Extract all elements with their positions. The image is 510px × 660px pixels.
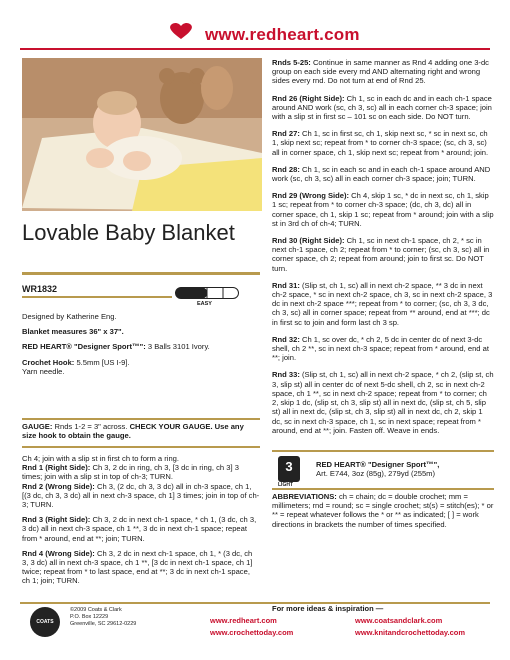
designer: Designed by Katherine Eng. bbox=[22, 312, 117, 321]
gauge-divider-bottom bbox=[22, 446, 260, 448]
yarn-box bbox=[272, 452, 494, 488]
gauge-section: GAUGE: Rnds 1-2 = 3" across. CHECK YOUR GAUGE. Use any size hook to obtain the gauge. bbox=[22, 422, 244, 441]
footer-divider bbox=[20, 602, 490, 604]
rnd-28: Rnd 28: Ch 1, sc in each sc and in each ch-1 space around AND work (sc, ch 3, sc) all in each corner ch-3 space; join; TURN. bbox=[272, 164, 491, 184]
page-title: Lovable Baby Blanket bbox=[22, 220, 235, 245]
rnd-3: Rnd 3 (Right Side): Ch 3, 2 dc in next ch-1 space, * ch 1, (3 dc, ch 3, 3 dc) all in next ch-3 space, ch 1 **, 3 dc in next ch-1 space; repeat from * around, end at **; join; TURN. bbox=[22, 515, 257, 543]
baby-blanket-photo bbox=[22, 58, 262, 211]
copyright: ©2009 Coats & Clark P.O. Box 12229 Greenville, SC 29612-0229 bbox=[70, 607, 137, 627]
measurements: Blanket measures 36" x 37". bbox=[22, 327, 124, 337]
yarn-description: RED HEART® "Designer Sport™", Art. E744, 3oz (85g), 279yd (255m) bbox=[316, 460, 440, 478]
gauge-divider-top bbox=[22, 418, 260, 420]
skill-level-icon bbox=[175, 287, 239, 299]
title-divider bbox=[22, 272, 260, 275]
link-redheart[interactable]: www.redheart.com bbox=[210, 616, 277, 625]
yarn-weight-icon: 3 bbox=[278, 456, 300, 482]
rnd-32: Rnd 32: Ch 1, sc over dc, * ch 2, 5 dc in center dc of next 3-dc shell, ch 2 **, sc in next ch-3 space; repeat from * around, end at **; join. bbox=[272, 334, 489, 363]
link-crochettoday[interactable]: www.crochettoday.com bbox=[210, 628, 294, 637]
abbreviations: ABBREVIATIONS: ch = chain; dc = double crochet; mm = millimeters; rnd = round; sc = single crochet; st(s) = stitch(es); * or ** = repeat whatever follows the * or ** as indicated; [ ] = work directions in brackets the number of times specified. bbox=[272, 492, 494, 529]
skill-level-label: EASY bbox=[197, 301, 212, 307]
yarn-divider-bottom bbox=[272, 488, 494, 490]
pattern-divider bbox=[22, 296, 172, 298]
site-url[interactable]: www.redheart.com bbox=[205, 25, 360, 44]
rnd-4: Rnd 4 (Wrong Side): Ch 3, 2 dc in next ch-1 space, ch 1, * (3 dc, ch 3, 3 dc) all in next ch-3 space, ch 1 **, [3 dc in next ch-1 space, ch 1] twice; repeat from * to last space, end at **; 3 dc in next ch-1 space, ch 1; join; TURN. bbox=[22, 548, 253, 586]
page-header bbox=[0, 0, 510, 50]
header-divider bbox=[20, 48, 490, 50]
yarn-info: RED HEART® "Designer Sport™": 3 Balls 3101 Ivory. bbox=[22, 342, 210, 352]
rnd-31: Rnd 31: (Slip st, ch 1, sc) all in next ch-2 space, ** 3 dc in next ch-2 space, * sc in next ch-2 space, ch 3, sc in next ch-2 space, 3 dc in next ch-2 space ***; repeat from * to corner; (sc, ch 3, 3 dc, ch 3, sc) all in corner space; repeat from ** around, end at ***; dc in first sc to join and form last ch 3 sp. bbox=[272, 280, 493, 327]
red-heart-logo-icon bbox=[168, 22, 194, 40]
coats-logo-icon: COATS bbox=[30, 607, 60, 637]
instructions-left: Ch 4; join with a slip st in first ch to form a ring. Rnd 1 (Right Side): Ch 3, 2 dc in ring, ch 3, [3 dc in ring, ch 3] 3 times; join with a slip st in top of ch-3; TURN. Rnd 2 (Wrong Side): Ch 3, (2 dc, ch 3, 3 dc) all in ch-3 space, ch 1, [(3 dc, ch 3, 3 dc) all in next ch-3 space, ch 1] 3 times; join in top of ch-3; TURN. Rnd 3 (Right Side): Ch 3, 2 dc in next ch-1 space, * ch 1, (3 dc, ch 3, 3 dc) all in next ch-3 space, ch 1 **, 3 dc in next ch-1 space; repeat from * around, end at **; join; TURN. Rnd 4 (Wrong Side): Ch 3, 2 dc in next ch-1 space, ch 1, * (3 dc, ch 3, 3 dc) all in next ch-3 space, ch 1 **, [3 dc in next ch-1 space, ch 1] twice; repeat from * to last space, end at **; 3 dc in next ch-1 space, ch 1; join; TURN. bbox=[22, 454, 260, 586]
rnds-5-25: Rnds 5-25: Continue in same manner as Rnd 4 adding one 3-dc group on each side every rnd AND alternating right and wrong sides every rnd. Do not turn at end of Rnd 25. bbox=[272, 58, 489, 86]
materials-section bbox=[22, 312, 260, 382]
link-coatsandclark[interactable]: www.coatsandclark.com bbox=[355, 616, 443, 625]
instructions-right bbox=[272, 58, 494, 443]
yarn-weight-label: LIGHT bbox=[278, 482, 293, 488]
hook-info: Crochet Hook: 5.5mm [US I-9]. Yarn needle. bbox=[22, 357, 130, 376]
rnd-2: Rnd 2 (Wrong Side): Ch 3, (2 dc, ch 3, 3 dc) all in ch-3 space, ch 1, [(3 dc, ch 3, 3 dc) all in next ch-3 space, ch 1] 3 times; join in top of ch-3; TURN. bbox=[22, 481, 260, 510]
rnd-29: Rnd 29 (Wrong Side): Ch 4, skip 1 sc, * dc in next sc, ch 1, skip 1 sc; repeat from * to corner ch-3 space; (dc, ch 3, dc) all in corner space, ch 1, skip 1 sc; repeat from * around; join with a slip st in 3rd ch of ch-4; TURN. bbox=[272, 191, 494, 228]
rnd-27: Rnd 27: Ch 1, sc in first sc, ch 1, skip next sc, * sc in next sc, ch 1, skip next sc; repeat from * to corner ch-3 space; (sc, ch 3, sc) all in corner space, ch 1, skip next sc; repeat from * around; join. bbox=[272, 129, 489, 157]
rnd-26: Rnd 26 (Right Side): Ch 1, sc in each dc and in each ch-1 space around AND work (sc, ch 3, sc) all in each corner ch-3 space; join with a slip st in first sc – 101 sc on each side. Do NOT turn. bbox=[272, 93, 492, 122]
more-ideas-heading: For more ideas & inspiration — bbox=[272, 604, 384, 613]
rnd-33: Rnd 33: (Slip st, ch 1, sc) all in next ch-2 space, * ch 2, (slip st, ch 3, slip st) all in center dc of next 5-dc shell, ch 2, sc in next ch-2 space, ch 1 **, sc in next ch-2 space; repeat from * to corner; ch 2, skip 1 dc, (slip st, ch 3, slip st) all in next dc, (slip st, ch 5, slip st) all in next dc, (slip st, ch 3, slip st) all in next dc, ch 2, skip 1 dc, sc in next ch-3 space, ch 1, sc in next space; repeat from * around, end at **; join. Fasten off. Weave in ends. bbox=[272, 370, 494, 435]
link-knitandcrochettoday[interactable]: www.knitandcrochettoday.com bbox=[355, 628, 466, 637]
rnd-30: Rnd 30 (Right Side): Ch 1, sc in next ch-1 space, ch 2, * sc in next ch-1 space, ch 2; repeat from * to corner; (sc, ch 3, sc) all in corner space, ch 2; repeat from around; join to first sc. Do NOT turn. bbox=[272, 236, 490, 273]
pattern-number: WR1832 bbox=[22, 284, 58, 294]
